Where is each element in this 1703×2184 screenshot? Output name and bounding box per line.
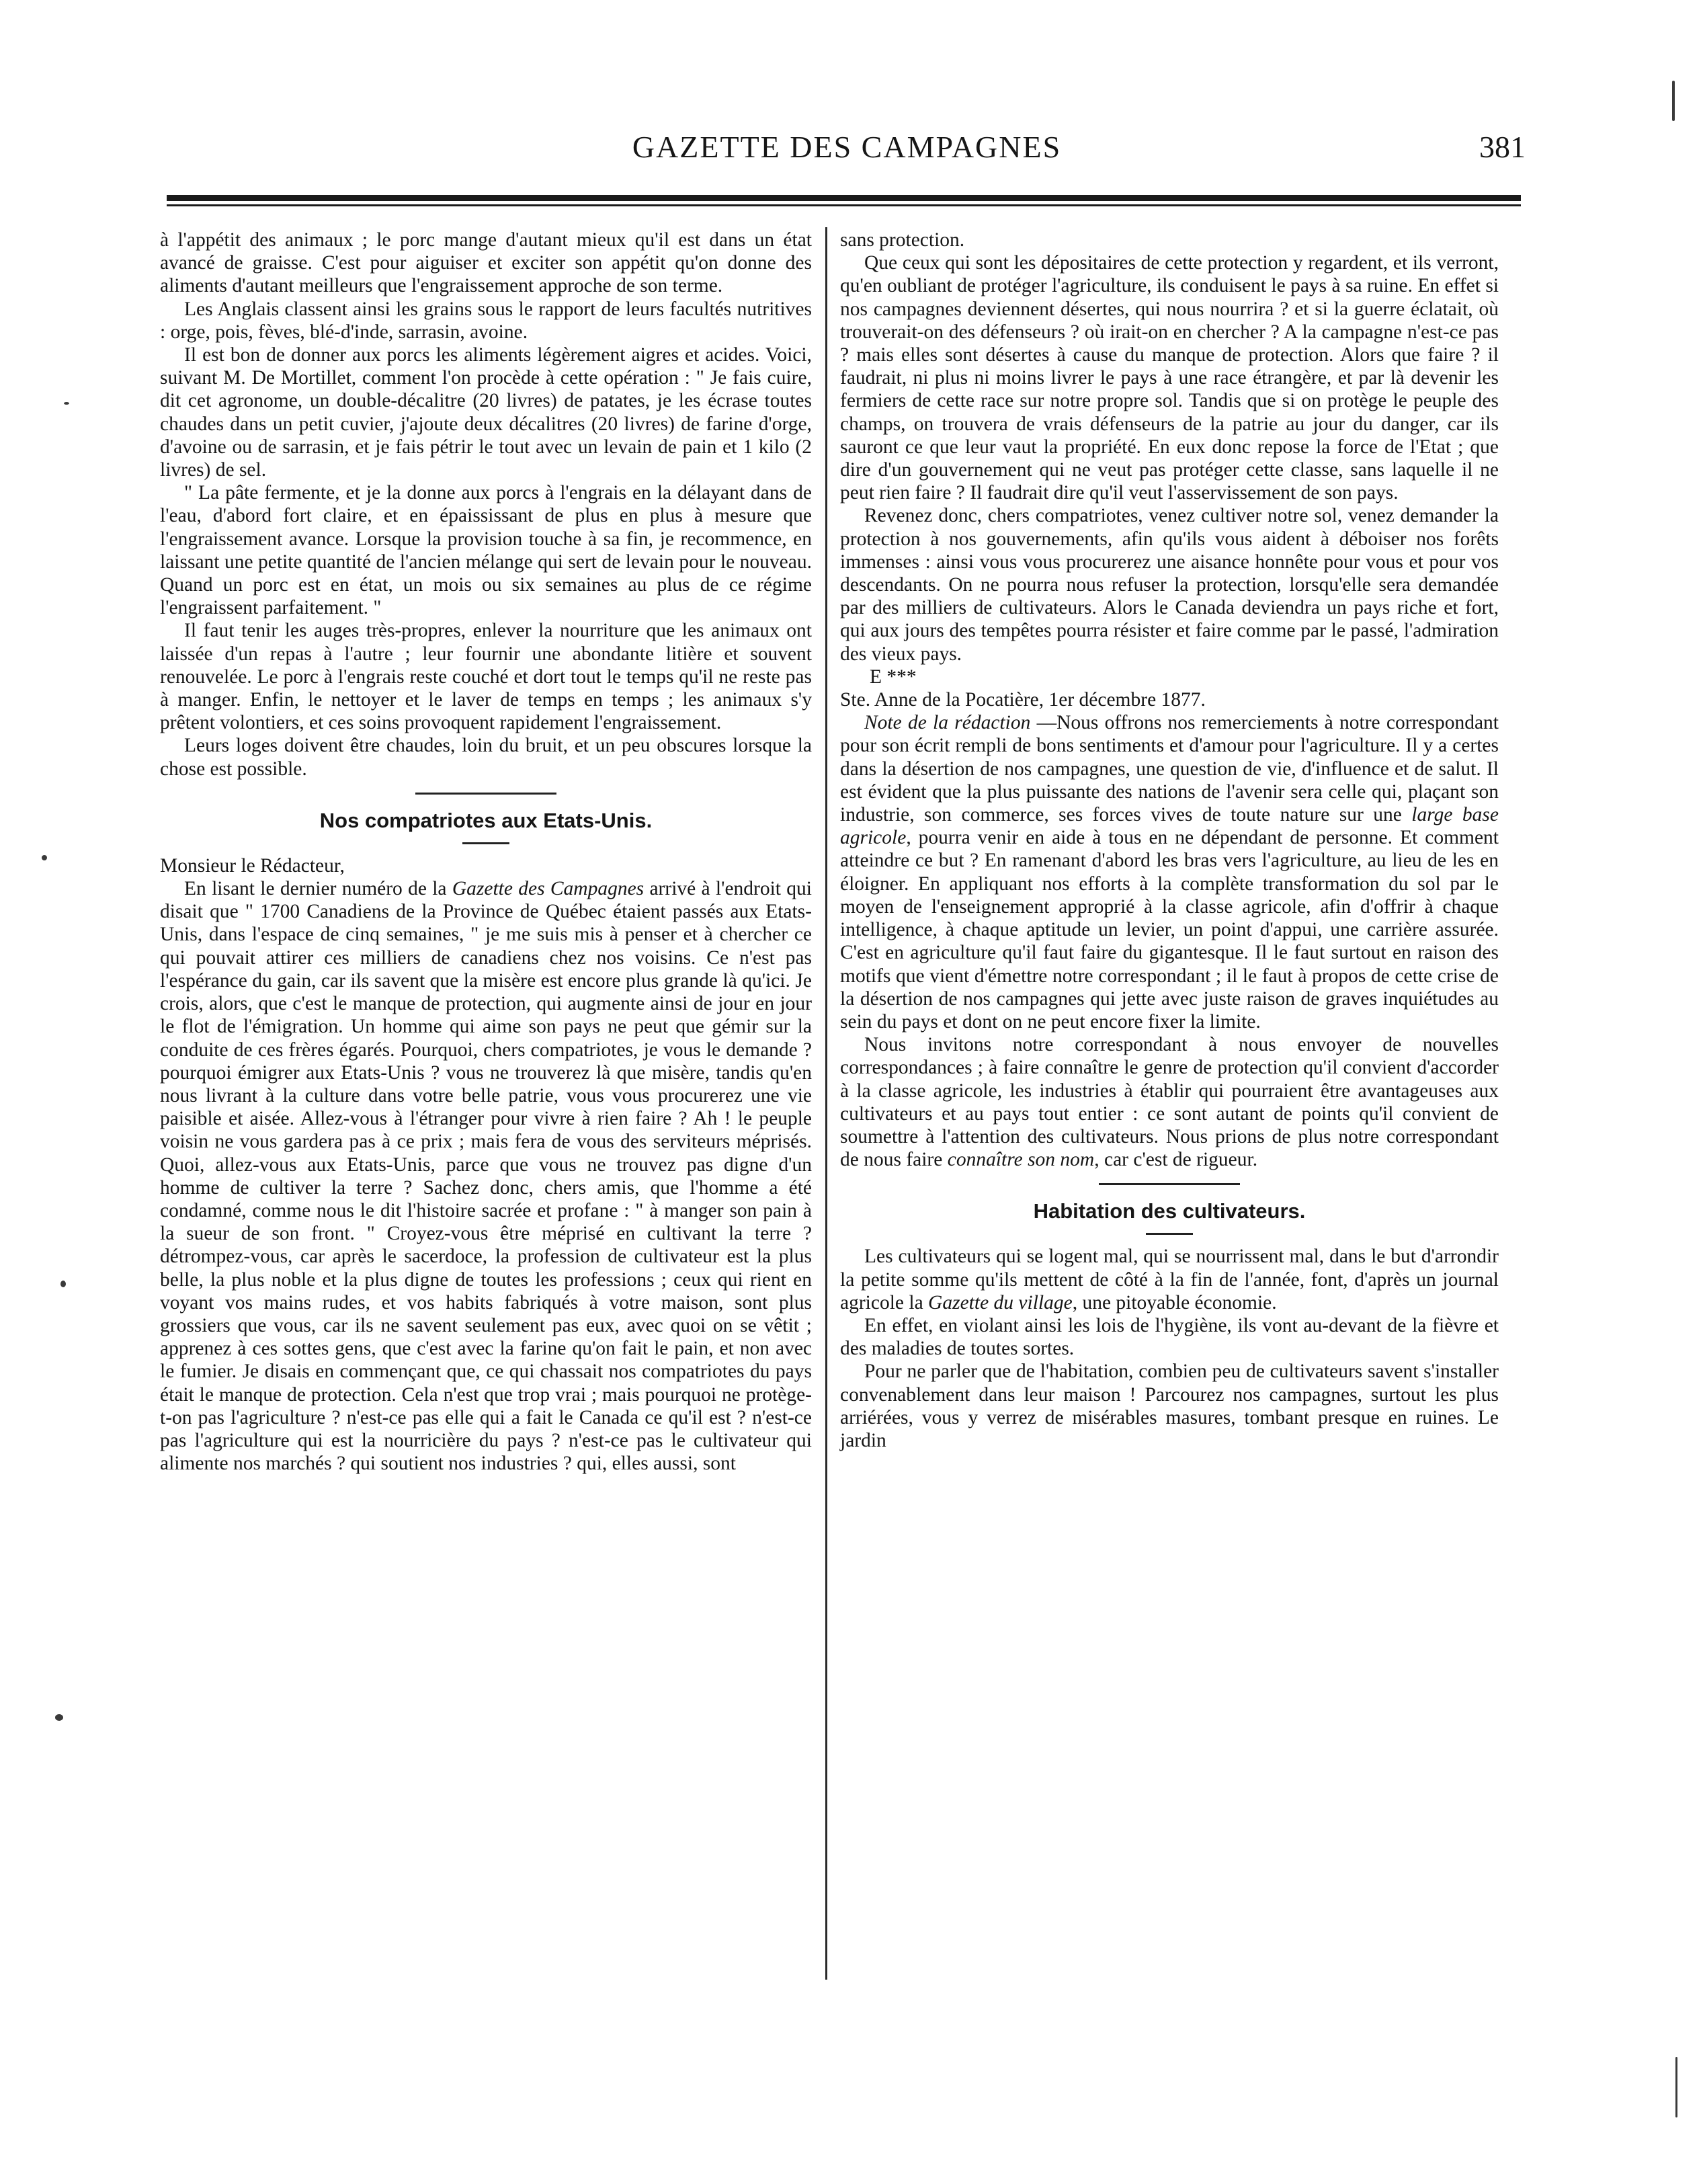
title-underline	[160, 834, 812, 854]
scan-speck	[1672, 81, 1675, 121]
publication-name: Gazette des Campagnes	[452, 878, 645, 900]
paragraph: Pour ne parler que de l'habitation, combien peu de cultivateurs savent s'installer convenablement dans leur maison ! Parcourez nos campagnes, surtout les plus arriérées, vous y verrez de misérables masures, tombant presque en ruines. Le jardin	[840, 1361, 1499, 1451]
paragraph: En effet, en violant ainsi les lois de l'hygiène, ils vont au-devant de la fièvre et des maladies de toutes sortes.	[840, 1314, 1499, 1360]
note-label: Note de la rédaction	[864, 712, 1031, 734]
section-title: Habitation des cultivateurs.	[1033, 1199, 1306, 1223]
section-title: Nos compatriotes aux Etats-Unis.	[319, 808, 653, 832]
paragraph: Revenez donc, chers compatriotes, venez cultiver notre sol, venez demander la protection à nos gouvernements, afin qu'ils vous aident à déboiser nos forêts immenses : ainsi vous vous procurerez une aisance honnête pour vous et pour vos descendants. On ne pourra nous refuser la protection, lorsqu'elle sera demandée par des milliers de cultivateurs. Alors le Canada deviendra un pays riche et fort, qui aux jours des tempêtes pourra résister et faire comme par le passé, l'admiration des vieux pays.	[840, 505, 1499, 665]
text-run: , pourra venir en aide à tous en ne dépendant de personne. Et comment atteindre ce but ? En ramenant d'abord les bras vers l'agriculture, au lieu de les en éloigner. En appliquant nos efforts à la complète transformation du sol par le moyen de l'enseignement approprié à la classe agricole, afin d'offrir à chaque intelligence, à chaque aptitude un levier, un point d'appui, une carrière assurée. C'est en agriculture qu'il faut faire du gigantesque. Il le faut surtout en raison des motifs que vient d'émettre notre correspondant ; il le faut à propos de cette crise de la désertion de nos campagnes qui jette avec juste raison de graves inquiétudes au sein du pays et dont on ne peut encore fixer la limite.	[840, 827, 1499, 1033]
paragraph: Il faut tenir les auges très-propres, enlever la nourriture que les animaux ont laissée d'un repas à l'autre ; leur fournir une abondante litière et souvent renouvelée. Le porc à l'engrais reste couché et dort tout le temps qu'il ne reste pas à manger. Enfin, le nettoyer et le laver de temps en temps ; les animaux s'y prêtent volontiers, et ces soins provoquent rapidement l'engraissement.	[160, 620, 812, 734]
paragraph: à l'appétit des animaux ; le porc mange d'autant mieux qu'il est dans un état avancé de graisse. C'est pour aiguiser et exciter son appétit qu'on donne des aliments d'autant meilleurs que l'engraissement approche de son terme.	[160, 229, 812, 297]
paragraph: Leurs loges doivent être chaudes, loin du bruit, et un peu obscures lorsque la chose est possible.	[160, 735, 812, 780]
header-rule-thick	[167, 195, 1521, 201]
scan-speck	[55, 1714, 63, 1721]
emphasis: large base agricole	[840, 804, 1499, 849]
text-run: —Nous offrons nos remerciements à notre correspondant pour son écrit rempli de bons sentiments et d'amour pour l'agriculture. Il y a certes dans la désertion de nos campagnes, une question de vie, d'influence et de salut. Il est évident que la plus puissante des nations de l'avenir sera celle qui, plaçant son industrie, son commerce, ses forces vives de toute nature sur une	[840, 712, 1499, 826]
place-date: Ste. Anne de la Pocatière, 1er décembre 1877.	[840, 689, 1206, 711]
header-rule-thin	[167, 204, 1521, 206]
text-run: , une pitoyable économie.	[1072, 1291, 1277, 1313]
signature: E ***	[870, 665, 917, 688]
publication-title: GAZETTE DES CAMPAGNES	[632, 130, 1062, 164]
page-header	[155, 122, 1539, 169]
section-separator	[840, 1171, 1499, 1198]
editor-note	[840, 711, 1499, 1033]
paragraph	[840, 1245, 1499, 1314]
paragraph: " La pâte fermente, et je la donne aux porcs à l'engrais en la délayant dans de l'eau, d'abord fort claire, et en épaississant de plus en plus à mesure que l'engraissement avance. Lorsque la provision touche à sa fin, je recommence, en laissant une petite quantité de l'ancien mélange qui sert de levain pour le nouveau. Quand un porc est en état, un mois ou six semaines au plus de ce régime l'engraissent parfaitement. "	[160, 482, 812, 619]
text-run: Les cultivateurs qui se logent mal, qui se nourrissent mal, dans le but d'arrondir la petite somme qu'ils mettent de côté à la fin de l'année, font, d'après un journal agricole la	[840, 1246, 1499, 1313]
text-run: En lisant le dernier numéro de la	[184, 878, 452, 900]
page-number: 381	[1479, 130, 1526, 164]
section-separator	[160, 780, 812, 807]
paragraph: sans protection.	[840, 229, 965, 251]
scan-speck	[60, 1281, 66, 1287]
emphasis: connaître son nom	[947, 1149, 1095, 1171]
paragraph: Les Anglais classent ainsi les grains sous le rapport de leurs facultés nutritives : orge, pois, fèves, blé-d'inde, sarrasin, avoine.	[160, 298, 812, 343]
scan-speck	[64, 402, 69, 405]
text-run: , car c'est de rigueur.	[1094, 1149, 1258, 1171]
paragraph	[840, 1033, 1499, 1171]
left-column	[160, 229, 812, 1475]
scan-speck	[1675, 2057, 1677, 2117]
title-underline	[840, 1225, 1499, 1245]
paragraph: Que ceux qui sont les dépositaires de cette protection y regardent, et ils verront, qu'en oubliant de protéger l'agriculture, ils conduisent le pays à sa ruine. En effet si nos campagnes deviennent désertes, qui nous nourrira ? et si la guerre éclatait, où trouverait-on des défenseurs ? où irait-on en chercher ? A la campagne n'est-ce pas ? mais elles sont désertes à cause du manque de protection. Alors que faire ? il faudrait, ni plus ni moins livrer le pays à une race étrangère, et par là devenir les fermiers de cette race sur notre propre sol. Tandis que si on protège le peuple des champs, on trouvera de vrais défenseurs de la patrie au jour du danger, car ils sauront ce que leur vaut la propriété. En eux donc repose la force de l'Etat ; que dire d'un gouvernement qui ne veut pas protéger cette classe, sans laquelle il ne peut rien faire ? Il faudrait dire qu'il veut l'asservissement de son pays.	[840, 252, 1499, 504]
publication-name: Gazette du village	[928, 1291, 1073, 1313]
salutation: Monsieur le Rédacteur,	[160, 854, 345, 877]
column-divider	[825, 227, 827, 1980]
text-run: Nous invitons notre correspondant à nous envoyer de nouvelles correspondances ; à faire connaître le genre de protection qu'il convient d'accorder à la classe agricole, les industries à établir qui pourraient être avantageuses aux cultivateurs et au pays tout entier : ce sont autant de points qu'il convient de soumettre à l'attention des cultivateurs. Nous prions de plus notre correspondant de nous faire	[840, 1034, 1499, 1171]
right-column	[840, 229, 1499, 1452]
text-run: arrivé à l'endroit qui disait que " 1700 Canadiens de la Province de Québec étaient passés aux Etats-Unis, dans l'espace de cinq semaines, " je me suis mis à penser et à chercher ce qui pouvait attirer ces milliers de canadiens chez nos voisins. Ce n'est pas l'espérance du gain, car ils savent que la misère est encore plus grande là qu'ici. Je crois, alors, que c'est le manque de protection, qui augmente ainsi de jour en jour le flot de l'émigration. Un homme qui aime son pays ne peut que gémir sur la conduite de ces frères égarés. Pourquoi, chers compatriotes, je vous le demande ? pourquoi émigrer aux Etats-Unis ? vous ne trouverez là que misère, tandis qu'en nous livrant à la culture dans votre belle patrie, vous vous procurerez une vie paisible et aisée. Allez-vous à l'étranger pour vivre à rien faire ? Ah ! le peuple voisin ne vous gardera pas à ce prix ; mais fera de vous des serviteurs méprisés. Quoi, allez-vous aux Etats-Unis, parce que vous ne trouvez pas digne d'un homme de cultiver la terre ? Sachez donc, chers amis, que l'homme a été condamné, comme nous le dit l'histoire sacrée et profane : " à manger son pain à la sueur de son front. " Croyez-vous être méprisé en cultivant la terre ? détrompez-vous, car après le sacerdoce, la profession de cultivateur est la plus belle, la plus noble et la plus digne de toutes les professions ; ceux qui rient en voyant vos mains rudes, et vos habits fabriqués à votre maison, sont plus grossiers que vous, car ils ne savent seulement pas eux, avec quoi on se vêtit ; apprenez à ces sottes gens, que c'est avec la farine qu'on fait le pain, et non avec le fumier. Je disais en commençant que, ce qui chassait nos compatriotes du pays était le manque de protection. Cela n'est que trop vrai ; mais pourquoi ne protège-t-on pas l'agriculture ? n'est-ce pas elle qui a fait le Canada ce qu'il est ? n'est-ce pas l'agriculture qui est la nourricière du pays ? n'est-ce pas le cultivateur qui alimente nos marchés ? qui soutient nos industries ? qui, elles aussi, sont	[160, 878, 812, 1475]
paragraph: Il est bon de donner aux porcs les aliments légèrement aigres et acides. Voici, suivant M. De Mortillet, comment l'on procède à cette opération : " Je fais cuire, dit cet agronome, un double-décalitre (20 livres) de patates, je les écrase toutes chaudes dans un petit cuvier, j'ajoute deux décalitres (20 livres) de farine d'orge, d'avoine ou de sarrasin, et je fais pétrir le tout avec un levain de pain et 1 kilo (2 livres) de sel.	[160, 344, 812, 481]
scan-speck	[42, 855, 47, 860]
paragraph	[160, 877, 812, 1475]
